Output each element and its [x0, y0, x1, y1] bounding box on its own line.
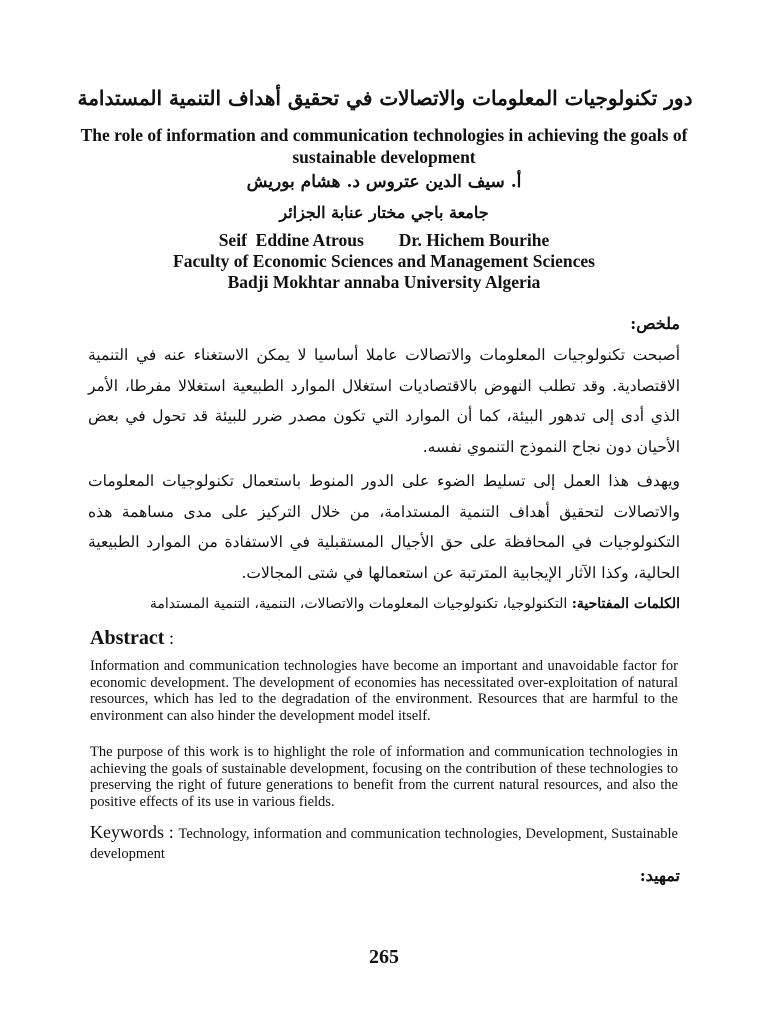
abstract-english-paragraph-1: Information and communication technologies have become an important and unavoidable factor for economic development. The development of economies has necessitated over-exploitation of natural resources, which has led to the degradation of the environment. Resources that are harmful to the environment can also hinder the development model itself.: [90, 658, 678, 724]
abstract-english-heading-text: Abstract: [90, 627, 165, 649]
introduction-heading-arabic: تمهيد:: [639, 866, 680, 885]
keywords-english: [90, 822, 678, 864]
abstract-english-heading-colon: :: [164, 628, 174, 648]
title-english: The role of information and communication technologies in achieving the goals of sustainable development: [80, 125, 688, 167]
abstract-arabic-heading: ملخص:: [630, 314, 680, 333]
authors-arabic: أ. سيف الدين عتروس د. هشام بوريش: [246, 172, 522, 192]
abstract-english-heading: [90, 627, 174, 650]
faculty-english: Faculty of Economic Sciences and Management Sciences: [173, 251, 595, 271]
authors-english: Seif Eddine Atrous Dr. Hichem Bourihe: [218, 230, 550, 250]
keywords-arabic: [88, 596, 680, 612]
title-arabic: دور تكنولوجيات المعلومات والاتصالات في تحقيق أهداف التنمية المستدامة: [77, 86, 693, 110]
abstract-arabic-paragraph-1: أصبحت تكنولوجيات المعلومات والاتصالات عاملا أساسيا لا يمكن الاستغناء عنه في التنمية الاقتصادية. وقد تطلب النهوض بالاقتصاديات استغلال الموارد الطبيعية استغلالا مفرطا، الأمر الذي أدى إلى تدهور البيئة، كما أن الموارد التي تكون مصدر ضرر للبيئة قد تحول في بعض الأحيان دون نجاح النموذج التنموي نفسه.: [88, 346, 680, 456]
keywords-arabic-list: التكنولوجيا، تكنولوجيات المعلومات والاتصالات، التنمية، التنمية المستدامة: [149, 596, 572, 612]
university-arabic: جامعة باجي مختار عنابة الجزائر: [279, 203, 489, 222]
abstract-arabic-paragraph-2: ويهدف هذا العمل إلى تسليط الضوء على الدور المنوط باستعمال تكنولوجيات المعلومات والاتصالات لتحقيق أهداف التنمية المستدامة، من خلال التركيز على مدى مساهمة هذه التكنولوجيات في المحافظة على حق الأجيال المستقبلية في الاستفادة من الموارد الطبيعية الحالية، وكذا الآثار الإيجابية المترتبة عن استعمالها في شتى المجالات.: [88, 472, 680, 582]
page-number: 265: [369, 946, 399, 968]
abstract-english-paragraph-2: The purpose of this work is to highlight the role of information and communication technologies in achieving the goals of sustainable development, focusing on the contribution of these technologies to preserving the right of future generations to benefit from the current natural resources, and also the positive effects of its use in various fields.: [90, 744, 678, 810]
keywords-arabic-label: الكلمات المفتاحية:: [571, 596, 680, 612]
keywords-english-list: Technology, information and communication technologies, Development, Sustainable development: [90, 826, 678, 862]
keywords-english-label: Keywords :: [90, 822, 179, 842]
university-english: Badji Mokhtar annaba University Algeria: [227, 272, 541, 292]
